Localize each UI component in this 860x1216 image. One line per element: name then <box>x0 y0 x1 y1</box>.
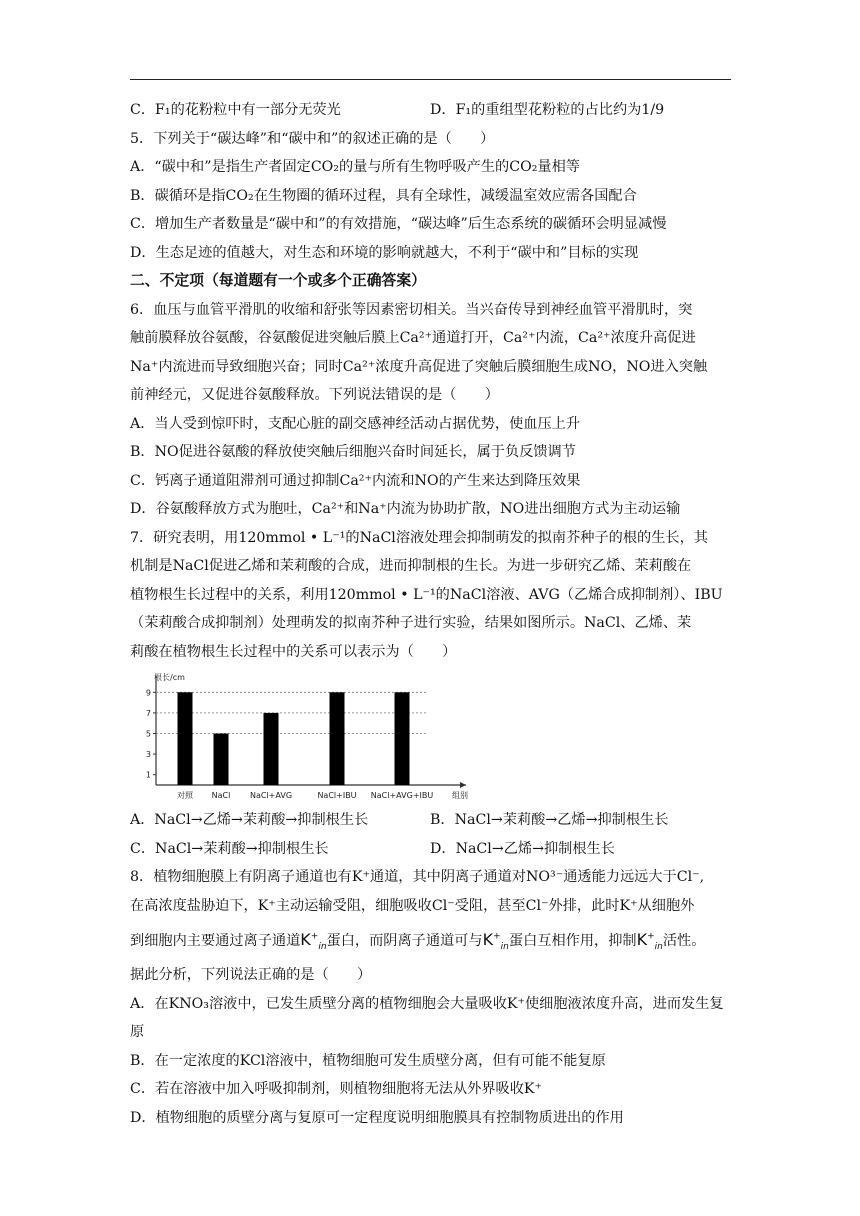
q8-text: 活性。 <box>662 933 706 949</box>
y-tick-label: 5 <box>145 729 151 739</box>
q8-option-a: A．在KNO₃溶液中，已发生质壁分离的植物细胞会大量吸收K⁺使细胞液浓度升高，进而发生复原 <box>130 995 724 1040</box>
q5-option-c: C．增加生产者数量是“碳中和”的有效措施，“碳达峰”后生态系统的碳循环会明显减慢 <box>130 216 667 232</box>
q8-option-c: C．若在溶液中加入呼吸抑制剂，则植物细胞将无法从外界吸收K⁺ <box>130 1081 543 1097</box>
q8-text: 到细胞内主要通过离子通道 <box>130 933 301 949</box>
q5-option-b: B．碳循环是指CO₂在生物圈的循环过程，具有全球性，减缓温室效应需各国配合 <box>130 187 637 204</box>
q8-stem-line: 在高浓度盐胁迫下，K⁺主动运输受阻，细胞吸收Cl⁻受阻，甚至Cl⁻外排，此时K⁺从细胞外 <box>130 897 695 914</box>
q6-option-d: D．谷氨酸释放方式为胞吐，Ca²⁺和Na⁺内流为协助扩散，NO进出细胞方式为主动运输 <box>130 501 681 517</box>
q4-option-c: C．F₁的花粉粒中有一部分无荧光 <box>130 102 341 118</box>
k-in-symbol: $K^+_{in}$ <box>300 930 327 953</box>
bar <box>395 692 410 785</box>
x-axis-label: 组别 <box>452 791 468 800</box>
exam-page <box>130 96 734 1132</box>
k-in-symbol: $K^+_{in}$ <box>482 930 509 953</box>
bar <box>330 692 345 785</box>
q8-text: 蛋白互相作用，抑制 <box>508 933 637 949</box>
q5-stem: 5．下列关于“碳达峰”和“碳中和”的叙述正确的是（ ） <box>130 130 495 147</box>
x-tick-label: NaCl <box>211 791 231 800</box>
x-tick-label: 对照 <box>177 791 193 800</box>
x-axis-arrow <box>460 782 466 788</box>
q6-stem-line: 触前膜释放谷氨酸，谷氨酸促进突触后膜上Ca²⁺通道打开，Ca²⁺内流，Ca²⁺浓度升高促进 <box>130 330 696 346</box>
q7-stem-line: 机制是NaCl促进乙烯和茉莉酸的合成，进而抑制根的生长。为进一步研究乙烯、茉莉酸在 <box>130 558 692 574</box>
q7-option-d: D．NaCl→乙烯→抑制根生长 <box>430 840 615 857</box>
q5-option-a: A．“碳中和”是指生产者固定CO₂的量与所有生物呼吸产生的CO₂量相等 <box>130 159 580 175</box>
q6-option-c: C．钙离子通道阻滞剂可通过抑制Ca²⁺内流和NO的产生来达到降压效果 <box>130 472 581 489</box>
q7-stem-line: 莉酸在植物根生长过程中的关系可以表示为（ ） <box>130 643 457 660</box>
y-tick-label: 9 <box>145 688 151 698</box>
k-letter: K <box>636 930 648 949</box>
root-length-chart <box>136 672 476 806</box>
section-heading: 二、不定项（每道题有一个或多个正确答案） <box>130 272 426 289</box>
q7-options-row-2 <box>130 835 734 864</box>
bar <box>178 692 193 785</box>
chart-svg <box>136 672 476 806</box>
q7-option-b: B．NaCl→茉莉酸→乙烯→抑制根生长 <box>430 812 669 828</box>
y-tick-label: 3 <box>145 750 151 760</box>
q6-option-a: A．当人受到惊吓时，支配心脏的副交感神经活动占据优势，使血压上升 <box>130 415 581 432</box>
q8-option-b: B．在一定浓度的KCl溶液中，植物细胞可发生质壁分离，但有可能不能复原 <box>130 1052 606 1069</box>
q8-stem-line: 据此分析，下列说法正确的是（ ） <box>130 967 372 983</box>
bar <box>214 734 229 786</box>
q5-option-d: D．生态足迹的值越大，对生态和环境的影响就越大，不利于“碳中和”目标的实现 <box>130 244 639 261</box>
y-axis-label: 根长/cm <box>154 673 185 682</box>
bar <box>264 713 279 785</box>
x-tick-label: NaCl+AVG <box>249 791 293 800</box>
q7-stem-line: 植物根生长过程中的关系，利用120mmol • L⁻¹的NaCl溶液、AVG（乙烯合成抑制剂）、IBU <box>130 586 723 603</box>
q7-option-a: A．NaCl→乙烯→茉莉酸→抑制根生长 <box>130 812 369 828</box>
q7-stem-line: （茉莉酸合成抑制剂）处理萌发的拟南芥种子进行实验，结果如图所示。NaCl、乙烯、茉 <box>130 615 692 631</box>
x-tick-label: NaCl+AVG+IBU <box>370 791 434 800</box>
q7-option-c: C．NaCl→茉莉酸→抑制根生长 <box>130 840 329 857</box>
q7-options-row-1 <box>130 806 734 835</box>
q8-stem-line: 8．植物细胞膜上有阴离子通道也有K⁺通道，其中阴离子通道对NO³⁻通透能力远远大于Cl⁻, <box>130 869 705 885</box>
k-in-symbol: $K^+_{in}$ <box>636 930 663 953</box>
q8-option-d: D．植物细胞的质壁分离与复原可一定程度说明细胞膜具有控制物质进出的作用 <box>130 1109 624 1126</box>
y-tick-label: 7 <box>145 708 151 718</box>
q6-stem-line: 6．血压与血管平滑肌的收缩和舒张等因素密切相关。当兴奋传导到神经血管平滑肌时，突 <box>130 301 693 318</box>
q6-stem-line: Na⁺内流进而导致细胞兴奋；同时Ca²⁺浓度升高促进了突触后膜细胞生成NO，NO进入突触 <box>130 358 708 375</box>
x-tick-label: NaCl+IBU <box>317 791 357 800</box>
q8-text: 蛋白，而阴离子通道可与 <box>326 933 483 949</box>
q8-stem-line-kin <box>130 920 734 961</box>
q7-stem-line: 7．研究表明，用120mmol • L⁻¹的NaCl溶液处理会抑制萌发的拟南芥种子的根的生长，其 <box>130 529 708 546</box>
y-tick-label: 1 <box>145 770 151 780</box>
k-letter: K <box>300 930 311 949</box>
q6-stem-line: 前神经元，又促进谷氨酸释放。下列说法错误的是（ ） <box>130 387 499 403</box>
q4-option-d: D．F₁的重组型花粉粒的占比约为1/9 <box>430 102 665 118</box>
header-rule <box>130 79 731 80</box>
q4-options-row <box>130 96 734 125</box>
q6-option-b: B．NO促进谷氨酸的释放使突触后细胞兴奋时间延长，属于负反馈调节 <box>130 444 576 460</box>
k-letter: K <box>482 930 494 949</box>
